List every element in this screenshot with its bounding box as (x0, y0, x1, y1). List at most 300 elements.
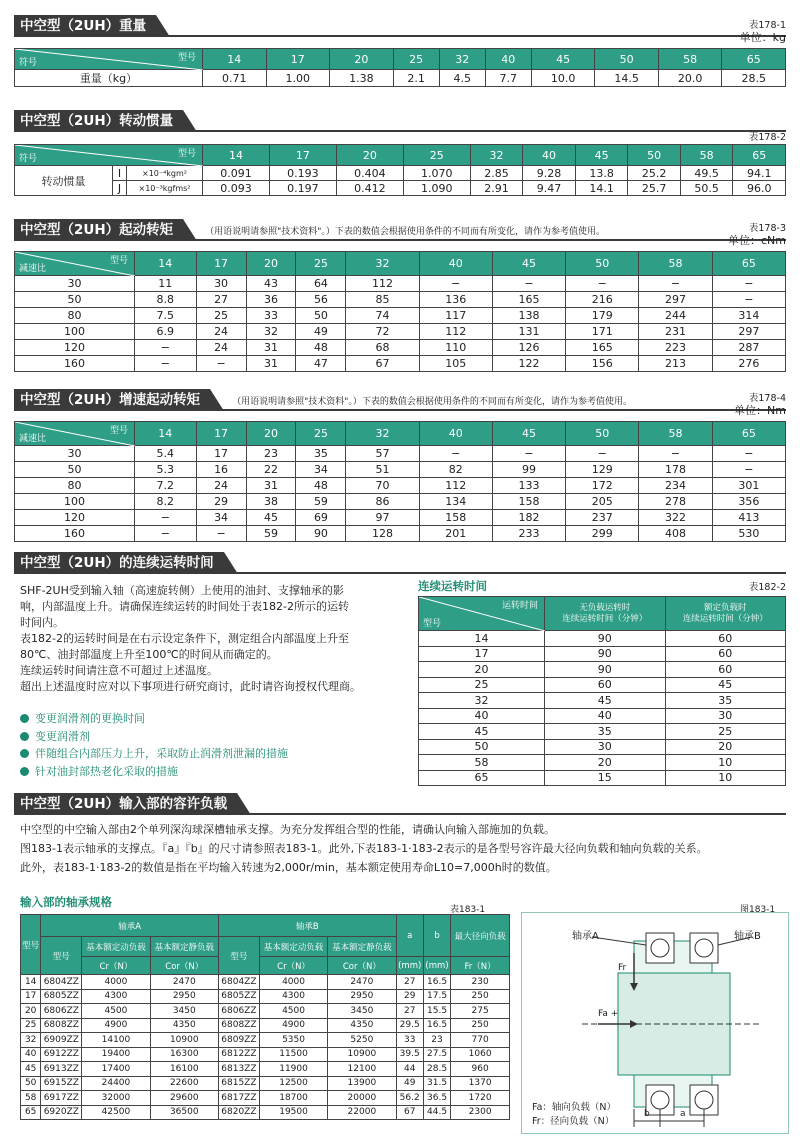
model-header-25: 25 (296, 422, 346, 446)
max-radial-header: 最大径向负载 (451, 915, 510, 957)
table-cell: 0.404 (336, 166, 403, 181)
table-cell: 44 (396, 1062, 423, 1077)
type-header: 型号 (218, 937, 259, 975)
model-header-50: 50 (566, 422, 639, 446)
table-cell: 278 (639, 494, 712, 510)
table-cell: 960 (451, 1062, 510, 1077)
table-cell: 24 (196, 340, 246, 356)
table-row (21, 1091, 510, 1106)
table-cell: 34 (196, 510, 246, 526)
table-cell: 31.5 (423, 1076, 450, 1091)
corner-header (15, 145, 203, 166)
table-cell: 6817ZZ (218, 1091, 259, 1106)
table-cell: 4900 (259, 1018, 327, 1033)
bearing-b-label: 轴承B (734, 931, 761, 942)
unit-cell: ×10⁻⁴kgm² (127, 166, 203, 181)
model-header-58: 58 (639, 252, 712, 276)
table-cell: 32 (246, 324, 296, 340)
table-cell: 20 (665, 739, 786, 755)
list-item: 针对油封部热老化采取的措施 (20, 763, 288, 781)
table-cell: 11500 (259, 1047, 327, 1062)
corner-header-bottom: 符号 (19, 58, 38, 68)
table-row (419, 708, 786, 724)
column-header-line: 连续运转时间（分钟） (562, 613, 648, 624)
table-cell: 36 (246, 292, 296, 308)
dimension-b-label: b (644, 1109, 650, 1119)
corner-header-top: 型号 (177, 53, 196, 63)
table-cell: 24 (196, 324, 246, 340)
table-cell: 6915ZZ (41, 1076, 82, 1091)
table-row (15, 308, 786, 324)
unit-header: Cr（N） (259, 957, 327, 975)
ratio-cell: 30 (15, 446, 135, 462)
unit-header: Cr（N） (82, 957, 150, 975)
table-cell: 30 (545, 739, 666, 755)
table-cell: 0.197 (269, 181, 336, 196)
table-cell: 10 (665, 755, 786, 771)
table-cell: 179 (566, 308, 639, 324)
table-cell: 156 (566, 356, 639, 372)
table-cell: 6809ZZ (218, 1033, 259, 1048)
dynamic-load-header: 基本额定动负载 (82, 937, 150, 957)
table-row (15, 324, 786, 340)
table-cell: − (639, 276, 712, 292)
model-header-45: 45 (531, 49, 595, 70)
table-cell: 237 (566, 510, 639, 526)
bearing-support-figure (521, 912, 789, 1134)
model-header-14: 14 (203, 49, 267, 70)
table-cell: 14.1 (575, 181, 628, 196)
model-header-58: 58 (658, 49, 722, 70)
table-cell: 35 (296, 446, 346, 462)
table-cell: − (135, 356, 197, 372)
table-cell: 27 (396, 1004, 423, 1019)
section-note: （用语说明请参照"技术资料"。）下表的数值会根据使用条件的不同而有所变化，请作为参考值使用。 (232, 396, 632, 407)
table-cell: 90 (296, 526, 346, 542)
table-cell: 158 (492, 494, 565, 510)
table-cell: 17 (21, 989, 41, 1004)
table-cell: 40 (545, 708, 666, 724)
table-cell: 356 (712, 494, 785, 510)
table-cell: 6806ZZ (41, 1004, 82, 1019)
table-cell: 25.7 (628, 181, 681, 196)
table-cell: 4000 (259, 975, 327, 990)
corner-header (15, 422, 135, 446)
ratio-cell: 100 (15, 494, 135, 510)
table-cell: 14 (419, 631, 545, 647)
table-cell: − (419, 446, 492, 462)
table-cell: 14.5 (595, 70, 659, 87)
static-load-header: 基本额定静负载 (328, 937, 396, 957)
table-cell: 29.5 (396, 1018, 423, 1033)
ratio-cell: 160 (15, 356, 135, 372)
model-header-17: 17 (196, 422, 246, 446)
table-number: 表183-1 (450, 905, 486, 915)
model-header-25: 25 (296, 252, 346, 276)
table-cell: 3450 (328, 1004, 396, 1019)
table-row (15, 462, 786, 478)
paragraph-line: 表182-2的运转时间是在右示设定条件下，测定组合内部温度上升至 (20, 632, 349, 645)
header-row (15, 145, 786, 166)
table-cell: 1.38 (330, 70, 394, 87)
table-cell: 38 (246, 494, 296, 510)
column-header-line: 无负载运转时 (579, 602, 631, 613)
table-cell: 20.0 (658, 70, 722, 87)
corner-header-top: 型号 (109, 426, 128, 436)
table-cell: 57 (346, 446, 419, 462)
paragraph-line: 此外，表183-1·183-2的数值是指在平均输入转速为2,000r/min，基本额定使用寿命L10=7,000h时的数值。 (20, 861, 557, 874)
table-cell: 50 (21, 1076, 41, 1091)
table-row (419, 770, 786, 786)
table-cell: 4500 (82, 1004, 150, 1019)
table-number: 表178-3 (748, 223, 786, 234)
table-row (419, 662, 786, 678)
table-row (15, 340, 786, 356)
table-cell: 74 (346, 308, 419, 324)
table-cell: 45 (246, 510, 296, 526)
table-cell: − (196, 526, 246, 542)
corner-header (15, 49, 203, 70)
table-cell: 15 (545, 770, 666, 786)
model-header-17: 17 (196, 252, 246, 276)
table-row (15, 526, 786, 542)
table-cell: 19400 (82, 1047, 150, 1062)
table-number: 表178-4 (748, 393, 786, 404)
table-cell: 233 (492, 526, 565, 542)
unit-cell: ×10⁻³kgfms² (127, 181, 203, 196)
table-cell: 42500 (82, 1105, 150, 1120)
figure-number: 图183-1 (740, 905, 776, 915)
table-row (419, 646, 786, 662)
b-header: b (423, 915, 450, 957)
bearing-spec-table (20, 914, 510, 1120)
table-row (21, 1047, 510, 1062)
table-cell: 7.2 (135, 478, 197, 494)
table-cell: 8.8 (135, 292, 197, 308)
table-cell: 30 (665, 708, 786, 724)
paragraph-line: SHF-2UH受到输入轴（高速旋转侧）上使用的油封、支撑轴承的影 (20, 584, 344, 597)
table-cell: 82 (419, 462, 492, 478)
table-cell: 4900 (82, 1018, 150, 1033)
table-cell: 90 (545, 662, 666, 678)
table-cell: 59 (246, 526, 296, 542)
model-header-32: 32 (470, 145, 523, 166)
table-cell: 25 (419, 677, 545, 693)
table-cell: 17.5 (423, 989, 450, 1004)
table-cell: 2470 (328, 975, 396, 990)
table-cell: − (196, 356, 246, 372)
table-cell: − (492, 446, 565, 462)
table-row (15, 181, 786, 196)
table-cell: 50 (419, 739, 545, 755)
corner-header-top: 运转时间 (501, 601, 538, 611)
unit-header: Cor（N） (150, 957, 218, 975)
list-item: 变更润滑剂的更换时间 (20, 710, 288, 728)
table-cell: 16 (196, 462, 246, 478)
radial-load-label: Fr (618, 963, 627, 973)
table-cell: 48 (296, 478, 346, 494)
table-cell: 22 (246, 462, 296, 478)
table-row (21, 1033, 510, 1048)
table-cell: 65 (21, 1105, 41, 1120)
table-cell: 68 (346, 340, 419, 356)
model-header-32: 32 (439, 49, 485, 70)
unit-header: Fr（N） (451, 957, 510, 975)
section-rule (14, 35, 786, 37)
table-cell: 213 (639, 356, 712, 372)
table-cell: 27 (196, 292, 246, 308)
axial-load-label: Fa + (598, 1009, 619, 1019)
table-row (15, 166, 786, 181)
table-cell: 29 (196, 494, 246, 510)
table-cell: 20 (545, 755, 666, 771)
table-cell: 1720 (451, 1091, 510, 1106)
table-cell: 6815ZZ (218, 1076, 259, 1091)
table-cell: 25.2 (628, 166, 681, 181)
table-row (419, 724, 786, 740)
table-cell: 12100 (328, 1062, 396, 1077)
table-cell: 2.91 (470, 181, 523, 196)
table-cell: 23 (423, 1033, 450, 1048)
table-cell: 25 (196, 308, 246, 324)
unit-header: (mm) (396, 957, 423, 975)
weight-table (14, 48, 786, 87)
table-cell: 17400 (82, 1062, 150, 1077)
table-cell: 6805ZZ (41, 989, 82, 1004)
model-header-20: 20 (336, 145, 403, 166)
table-cell: 250 (451, 989, 510, 1004)
table-row (21, 1076, 510, 1091)
corner-header (15, 252, 135, 276)
table-cell: 94.1 (733, 166, 786, 181)
table-cell: 97 (346, 510, 419, 526)
table-cell: 5250 (328, 1033, 396, 1048)
table-cell: 6820ZZ (218, 1105, 259, 1120)
table-cell: 297 (712, 324, 785, 340)
table-cell: 45 (665, 677, 786, 693)
table-cell: 2470 (150, 975, 218, 990)
table-row (21, 1018, 510, 1033)
table-cell: 5.3 (135, 462, 197, 478)
table-cell: 9.47 (523, 181, 576, 196)
model-header-40: 40 (419, 422, 492, 446)
column-header (545, 597, 666, 631)
table-cell: 0.71 (203, 70, 267, 87)
paragraph-line: 连续运转时间请注意不可超过上述温度。 (20, 664, 218, 677)
table-cell: 276 (712, 356, 785, 372)
ratio-cell: 80 (15, 478, 135, 494)
table-cell: 13.8 (575, 166, 628, 181)
table-cell: 25 (21, 1018, 41, 1033)
table-cell: 17 (196, 446, 246, 462)
table-cell: 29600 (150, 1091, 218, 1106)
table-cell: 4350 (328, 1018, 396, 1033)
bearing-b-header: 轴承B (218, 915, 396, 937)
table-cell: 27.5 (423, 1047, 450, 1062)
table-cell: 49.5 (680, 166, 733, 181)
symbol-cell: J (113, 181, 127, 196)
countermeasure-list (20, 710, 288, 780)
table-cell: 413 (712, 510, 785, 526)
model-header-20: 20 (246, 252, 296, 276)
table-cell: 31 (246, 356, 296, 372)
table-title: 连续运转时间 (418, 579, 487, 593)
section-rule (14, 572, 786, 574)
table-cell: 27 (396, 975, 423, 990)
corner-header-top: 型号 (177, 149, 196, 159)
table-cell: 22000 (328, 1105, 396, 1120)
section-header-weight: 中空型（2UH）重量 (14, 15, 156, 37)
table-cell: 6909ZZ (41, 1033, 82, 1048)
section-header-inertia: 中空型（2UH）转动惯量 (14, 110, 183, 132)
table-number: 表182-2 (748, 582, 786, 593)
table-cell: 770 (451, 1033, 510, 1048)
table-cell: 2950 (150, 989, 218, 1004)
table-cell: 96.0 (733, 181, 786, 196)
model-header-32: 32 (346, 422, 419, 446)
model-header-58: 58 (680, 145, 733, 166)
table-cell: 24 (196, 478, 246, 494)
table-cell: 18700 (259, 1091, 327, 1106)
header-row (15, 49, 786, 70)
table-cell: − (135, 526, 197, 542)
table-cell: 322 (639, 510, 712, 526)
table-cell: 72 (346, 324, 419, 340)
dimension-a-label: a (680, 1109, 686, 1119)
table-cell: 10.0 (531, 70, 595, 87)
table-cell: 50 (296, 308, 346, 324)
table-cell: − (566, 276, 639, 292)
table-cell: 134 (419, 494, 492, 510)
dynamic-load-header: 基本额定动负载 (259, 937, 327, 957)
table-cell: 40 (419, 708, 545, 724)
table-cell: 31 (246, 478, 296, 494)
table-row (15, 70, 786, 87)
section-note: （用语说明请参照"技术资料"。）下表的数值会根据使用条件的不同而有所变化，请作为参考值使用。 (205, 226, 605, 237)
model-header-32: 32 (346, 252, 419, 276)
backdriving-torque-table (14, 421, 786, 542)
table-cell: 25 (665, 724, 786, 740)
table-cell: 4350 (150, 1018, 218, 1033)
table-row (21, 1105, 510, 1120)
table-number: 表178-1 (748, 20, 786, 31)
table-cell: 20 (21, 1004, 41, 1019)
table-cell: 10900 (328, 1047, 396, 1062)
table-cell: 11 (135, 276, 197, 292)
table-cell: 3450 (150, 1004, 218, 1019)
table-row (15, 292, 786, 308)
table-cell: 45 (21, 1062, 41, 1077)
table-cell: 138 (492, 308, 565, 324)
table-cell: − (135, 340, 197, 356)
table-cell: 69 (296, 510, 346, 526)
model-header-50: 50 (595, 49, 659, 70)
section-rule (14, 409, 786, 411)
table-cell: 2.85 (470, 166, 523, 181)
table-cell: 216 (566, 292, 639, 308)
header-row (21, 957, 510, 975)
table-row (21, 989, 510, 1004)
table-cell: 4500 (259, 1004, 327, 1019)
table-cell: 65 (419, 770, 545, 786)
table-row (21, 975, 510, 990)
section-rule (14, 239, 786, 241)
table-cell: 112 (346, 276, 419, 292)
section-header-backdriving-torque: 中空型（2UH）增速起动转矩 （用语说明请参照"技术资料"。）下表的数值会根据使用条件的不同而有所变化，请作为参考值使用。 (14, 389, 632, 411)
table-cell: 7.5 (135, 308, 197, 324)
header-row (15, 422, 786, 446)
header-row (15, 252, 786, 276)
model-header-25: 25 (393, 49, 439, 70)
table-cell: − (712, 292, 785, 308)
unit-header: (mm) (423, 957, 450, 975)
corner-header-top: 型号 (109, 256, 128, 266)
column-header-line: 连续运转时间（分钟） (682, 613, 768, 624)
continuous-time-paragraph (20, 583, 410, 695)
table-cell: 12500 (259, 1076, 327, 1091)
table-cell: 171 (566, 324, 639, 340)
model-header-45: 45 (492, 252, 565, 276)
ratio-cell: 120 (15, 510, 135, 526)
bearing-a-header: 轴承A (41, 915, 219, 937)
paragraph-line: 时间内。 (20, 616, 64, 629)
table-cell: 60 (665, 662, 786, 678)
table-cell: 43 (246, 276, 296, 292)
symbol-cell: I (113, 166, 127, 181)
continuous-time-table (418, 596, 786, 786)
table-cell: 48 (296, 340, 346, 356)
table-cell: 19500 (259, 1105, 327, 1120)
table-row (15, 276, 786, 292)
ratio-cell: 50 (15, 292, 135, 308)
ratio-cell: 160 (15, 526, 135, 542)
unit-label: 单位：cNm (728, 234, 786, 247)
table-cell: 122 (492, 356, 565, 372)
corner-header-bottom: 型号 (423, 619, 442, 629)
model-header-45: 45 (492, 422, 565, 446)
table-cell: 36.5 (423, 1091, 450, 1106)
table-cell: 32 (419, 693, 545, 709)
model-header-40: 40 (419, 252, 492, 276)
table-cell: 2300 (451, 1105, 510, 1120)
table-cell: 67 (396, 1105, 423, 1120)
table-cell: 20 (419, 662, 545, 678)
table-cell: 530 (712, 526, 785, 542)
table-cell: 5.4 (135, 446, 197, 462)
table-cell: 244 (639, 308, 712, 324)
unit-header: Cor（N） (328, 957, 396, 975)
header-row (419, 597, 786, 631)
table-cell: 45 (545, 693, 666, 709)
table-cell: 14100 (82, 1033, 150, 1048)
a-header: a (396, 915, 423, 957)
ratio-cell: 30 (15, 276, 135, 292)
corner-header-bottom: 符号 (19, 154, 38, 164)
table-cell: 112 (419, 478, 492, 494)
table-cell: 287 (712, 340, 785, 356)
table-cell: 299 (566, 526, 639, 542)
input-load-paragraph (20, 822, 795, 879)
table-cell: 1060 (451, 1047, 510, 1062)
model-header-40: 40 (523, 145, 576, 166)
table-cell: 136 (419, 292, 492, 308)
table-cell: 6808ZZ (41, 1018, 82, 1033)
table-cell: 14 (21, 975, 41, 990)
table-cell: 60 (665, 646, 786, 662)
table-cell: 60 (545, 677, 666, 693)
model-header-45: 45 (575, 145, 628, 166)
table-cell: 131 (492, 324, 565, 340)
